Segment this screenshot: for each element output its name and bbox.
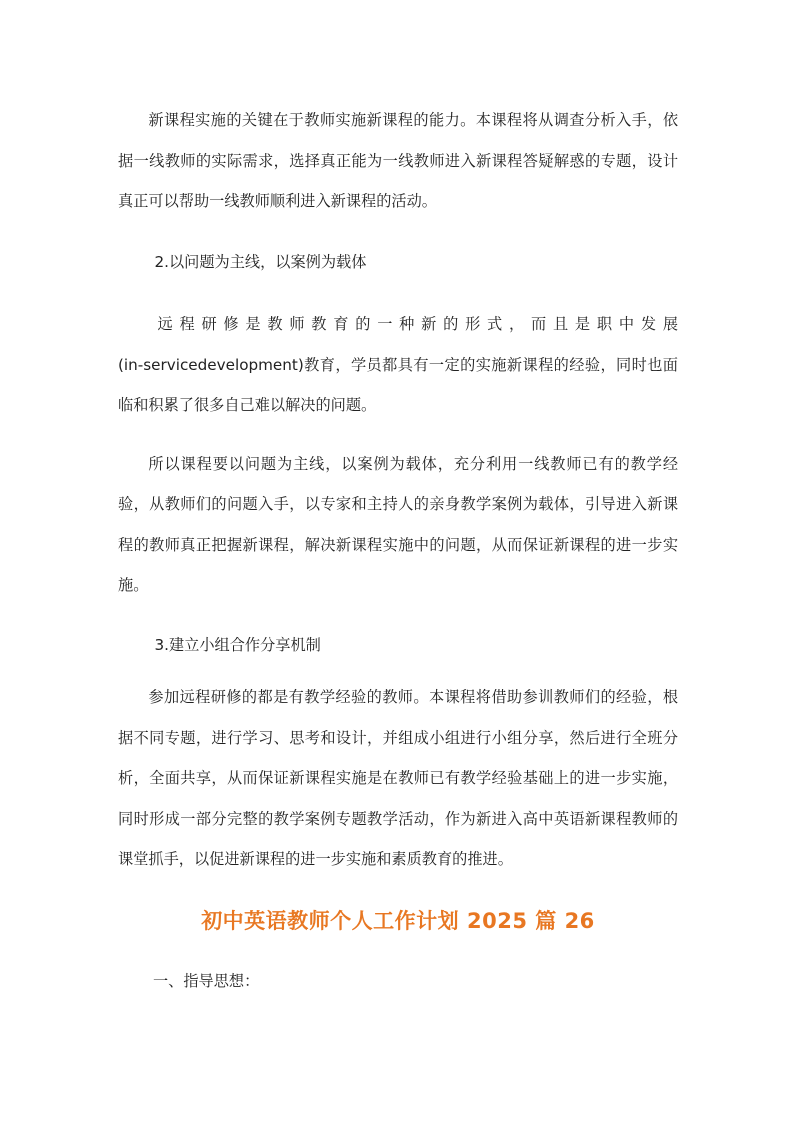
paragraph-group-sharing: 参加远程研修的都是有教学经验的教师。本课程将借助参训教师们的经验，根据不同专题，进行学习、思考和设计，并组成小组进行小组分享，然后进行全班分析，全面共享，从而保证新课程实施是在教师已有教学经验基础上的进一步实施，同时形成一部分完整的教学案例专题教学活动，作为新进入高中英语新课程教师的课堂抓手，以促进新课程的进一步实施和素质教育的推进。 xyxy=(118,688,678,868)
document-body xyxy=(118,100,678,1001)
section-title: 初中英语教师个人工作计划 2025 篇 26 xyxy=(201,908,595,933)
paragraph-course-implementation: 新课程实施的关键在于教师实施新课程的能力。本课程将从调查分析入手，依据一线教师的实际需求，选择真正能为一线教师进入新课程答疑解惑的专题，设计真正可以帮助一线教师顺利进入新课程的活动。 xyxy=(118,111,678,210)
paragraph-remote-training-rest: (in-servicedevelopment)教育，学员都具有一定的实施新课程的经验，同时也面临和积累了很多自己难以解决的问题。 xyxy=(118,355,678,414)
paragraph-remote-training-line-1: 远程研修是教师教育的一种新的形式，而且是职中发展 xyxy=(157,315,678,333)
paragraph-problem-mainline: 所以课程要以问题为主线，以案例为载体，充分利用一线教师已有的教学经验，从教师们的问题入手，以专家和主持人的亲身教学案例为载体，引导进入新课程的教师真正把握新课程，解决新课程实施中的问题，从而保证新课程的进一步实施。 xyxy=(118,454,678,594)
paragraph-remote-training xyxy=(118,304,678,426)
section-point-guiding-ideology: 一、指导思想： xyxy=(152,971,260,990)
subheading-group-sharing: 3.建立小组合作分享机制 xyxy=(154,635,321,654)
subheading-problem-case: 2.以问题为主线，以案例为载体 xyxy=(154,252,367,271)
